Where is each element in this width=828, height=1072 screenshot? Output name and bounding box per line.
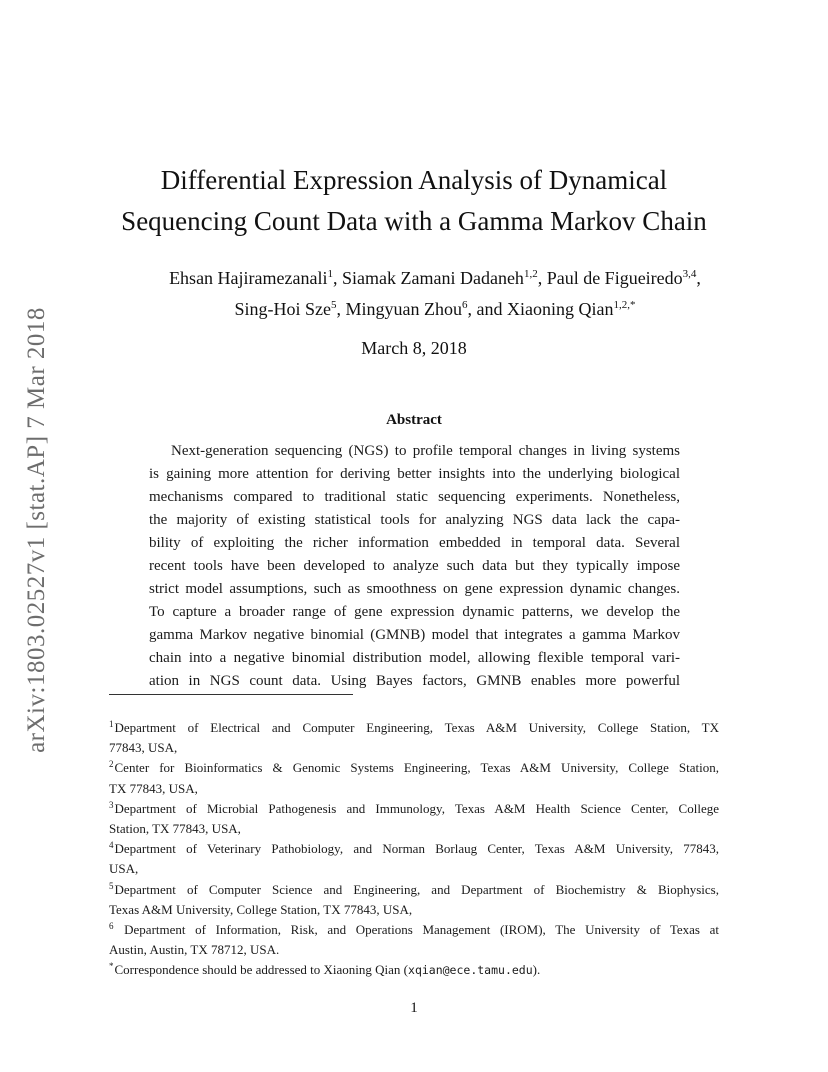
author-affiliation: 5 xyxy=(331,299,337,311)
abstract-line: strict model assumptions, such as smoothness on gene expression dynamic changes. xyxy=(149,581,680,597)
footnote-1: $^1$Department of Electrical and Computer Engineering, Texas A&M University, College Station, TX xyxy=(109,719,719,735)
paper-title xyxy=(90,160,738,242)
abstract-line: bility of exploiting the richer information embedded in temporal data. Several xyxy=(149,535,680,551)
publication-date: March 8, 2018 xyxy=(361,338,467,358)
author-line-2: Sing-Hoi Sze$^5$, Mingyuan Zhou$^6$, and Xiaoning Qian$^{1,2,*}$ xyxy=(234,299,636,319)
author-name: Sing-Hoi Sze xyxy=(234,299,331,319)
footnotes xyxy=(109,718,719,980)
arxiv-identifier-stamp xyxy=(22,290,52,770)
footnote-3: $^3$Department of Microbial Pathogenesis and Immunology, Texas A&M Health Science Center, College xyxy=(109,799,719,816)
author-line-1: Ehsan Hajiramezanali$^1$, Siamak Zamani Dadaneh$^{1,2}$, Paul de Figueiredo$^{3,4}$, xyxy=(169,268,701,288)
author-affiliation: 1 xyxy=(327,268,333,280)
correspondence-footnote: *Correspondence should be addressed to Xiaoning Qian (xqian@ece.tamu.edu). xyxy=(109,961,541,978)
title-line-1: Differential Expression Analysis of Dynamical xyxy=(160,165,668,195)
author-list xyxy=(90,263,780,325)
author-name: Ehsan Hajiramezanali xyxy=(169,268,328,288)
footnote-6: $^6$ Department of Information, Risk, and Operations Management (IROM), The University of Texas at xyxy=(109,920,719,937)
author-affiliation: 3,4 xyxy=(682,268,697,280)
title-line-2: Sequencing Count Data with a Gamma Markov Chain xyxy=(121,206,707,236)
abstract-line: To capture a broader range of gene expression dynamic patterns, we develop the xyxy=(149,604,680,620)
arxiv-identifier-text: arXiv:1803.02527v1 [stat.AP] 7 Mar 2018 xyxy=(23,307,50,753)
page-number: 1 xyxy=(410,1000,418,1016)
author-name: Siamak Zamani Dadaneh xyxy=(342,268,524,288)
abstract-line: ation in NGS count data. Using Bayes factors, GMNB enables more powerful xyxy=(149,673,680,689)
footnote-4-cont: USA, xyxy=(109,861,139,877)
abstract-line: is gaining more attention for deriving better insights into the underlying biological xyxy=(149,466,680,482)
author-name: Xiaoning Qian xyxy=(507,299,614,319)
author-name: Mingyuan Zhou xyxy=(345,299,462,319)
abstract-line: gamma Markov negative binomial (GMNB) model that integrates a gamma Markov xyxy=(149,627,680,643)
footnote-3-cont: Station, TX 77843, USA, xyxy=(109,820,241,836)
footnote-4: $^4$Department of Veterinary Pathobiology, and Norman Borlaug Center, Texas A&M University, 77843, xyxy=(109,840,719,857)
abstract-line: chain into a negative binomial distribution model, allowing flexible temporal vari- xyxy=(149,650,680,666)
author-affiliation: 1,2,* xyxy=(613,299,636,311)
footnote-5-cont: Texas A&M University, College Station, TX 77843, USA, xyxy=(109,901,413,917)
footnote-2-cont: TX 77843, USA, xyxy=(109,780,198,796)
abstract-heading: Abstract xyxy=(386,412,442,428)
abstract-body xyxy=(149,440,680,693)
abstract-line: mechanisms compared to traditional static sequencing experiments. Nonetheless, xyxy=(149,489,680,505)
footnote-5: $^5$Department of Computer Science and Engineering, and Department of Biochemistry & Biophysics, xyxy=(109,880,719,897)
abstract-line: recent tools have been developed to analyze such data but they typically impose xyxy=(149,558,680,574)
footnote-6-cont: Austin, Austin, TX 78712, USA. xyxy=(109,942,280,958)
correspondence-email: xqian@ece.tamu.edu xyxy=(408,963,533,978)
abstract-line: the majority of existing statistical tools for analyzing NGS data lack the capa- xyxy=(149,512,680,528)
author-name: Paul de Figueiredo xyxy=(546,268,683,288)
footnote-rule xyxy=(109,694,353,695)
footnote-1-cont: 77843, USA, xyxy=(109,740,178,756)
abstract-line: Next-generation sequencing (NGS) to profile temporal changes in living systems xyxy=(171,443,680,459)
footnote-2: $^2$Center for Bioinformatics & Genomic Systems Engineering, Texas A&M University, College Station, xyxy=(109,759,719,776)
author-affiliation: 1,2 xyxy=(523,268,538,280)
author-affiliation: 6 xyxy=(462,299,468,311)
